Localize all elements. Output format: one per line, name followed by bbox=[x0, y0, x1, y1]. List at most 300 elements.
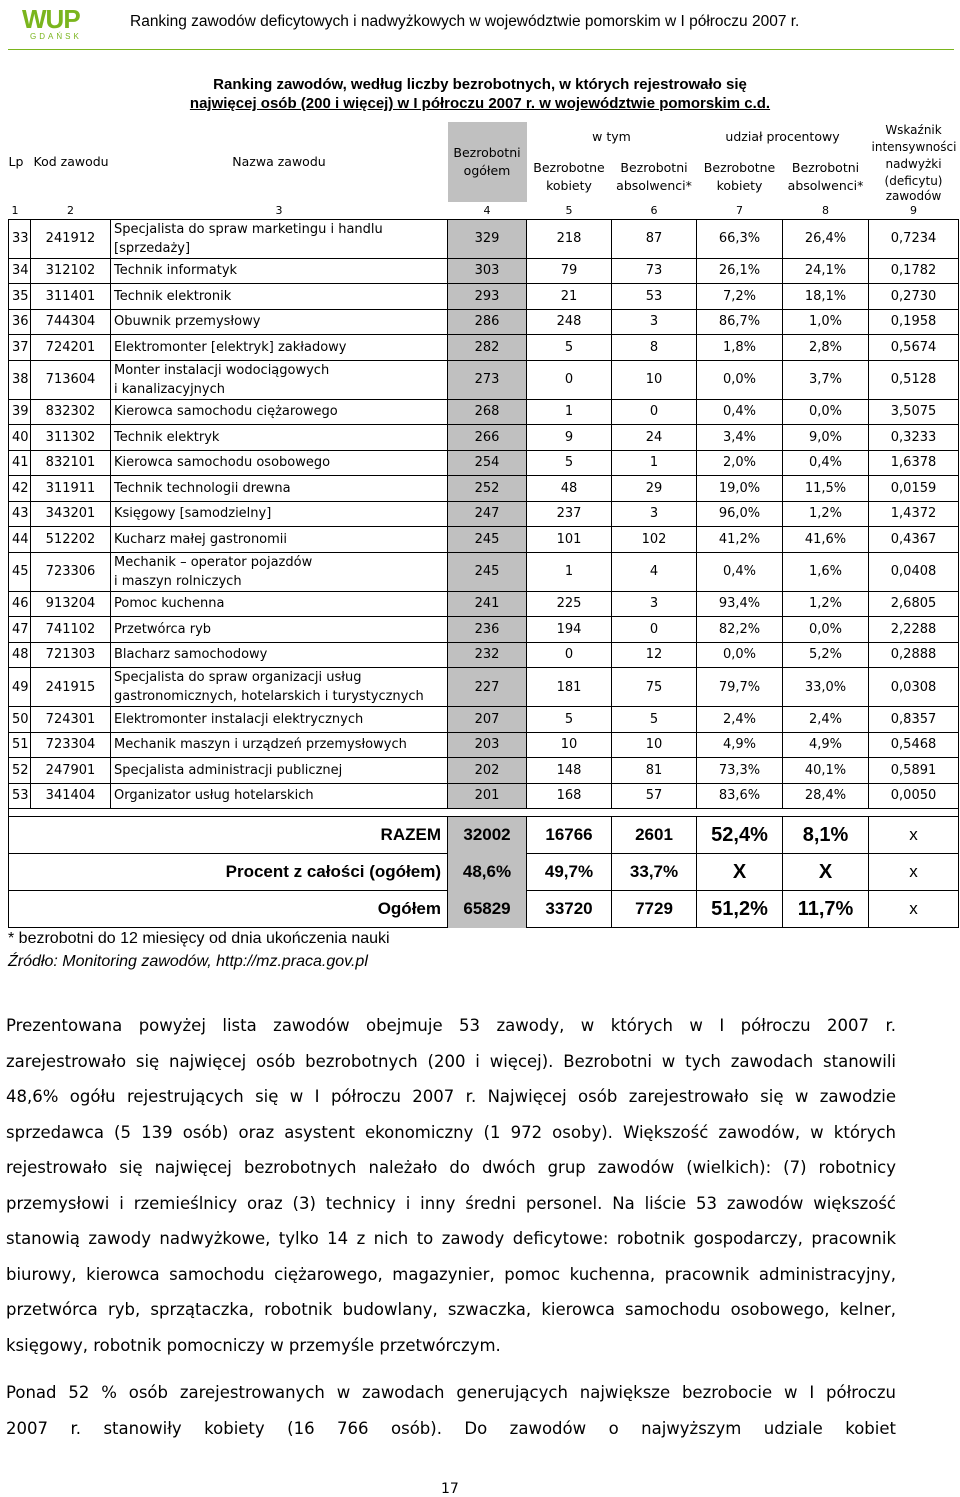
summary-ogolem: 48,6% bbox=[448, 854, 527, 891]
summary-kobiety: 16766 bbox=[527, 817, 612, 854]
table-row bbox=[9, 668, 959, 707]
page-number: 17 bbox=[441, 1481, 459, 1497]
cell-kod: 241915 bbox=[31, 668, 111, 707]
cell-kobiety: 194 bbox=[527, 617, 612, 643]
cell-lp: 41 bbox=[9, 450, 31, 476]
col-index: 2 bbox=[31, 202, 111, 219]
cell-ogolem: 247 bbox=[448, 501, 527, 527]
col-header-absolwenci bbox=[612, 152, 697, 202]
cell-udzial-absolwenci: 0,4% bbox=[783, 450, 869, 476]
udza-l2: absolwenci* bbox=[787, 178, 864, 193]
cell-kobiety: 5 bbox=[527, 450, 612, 476]
cell-udzial-kobiety: 4,9% bbox=[697, 732, 783, 758]
cell-udzial-kobiety: 66,3% bbox=[697, 219, 783, 258]
cell-kod: 723304 bbox=[31, 732, 111, 758]
paragraph-line: biurowy, kierowca samochodu ciężarowego, magazynier, pomoc kuchenna, pracownik administracyjny, bbox=[6, 1264, 896, 1284]
body-paragraph-1 bbox=[6, 1008, 896, 1363]
cell-lp: 39 bbox=[9, 399, 31, 425]
table-row bbox=[9, 335, 959, 361]
cell-kobiety: 148 bbox=[527, 758, 612, 784]
cell-absolwenci: 8 bbox=[612, 335, 697, 361]
col-index: 6 bbox=[612, 202, 697, 219]
wup-logo bbox=[22, 4, 95, 44]
col-header-nazwa: Nazwa zawodu bbox=[232, 154, 326, 169]
source-note: Źródło: Monitoring zawodów, http://mz.praca.gov.pl bbox=[8, 953, 368, 970]
col-header-ogolem-l2: ogółem bbox=[463, 163, 511, 178]
wsk-l1: Wskaźnik bbox=[885, 123, 942, 137]
cell-kod: 341404 bbox=[31, 783, 111, 809]
cell-absolwenci: 57 bbox=[612, 783, 697, 809]
cell-absolwenci: 29 bbox=[612, 476, 697, 502]
cell-nazwa-line: gastronomicznych, hotelarskich i turystycznych bbox=[114, 689, 424, 704]
col-header-udzial: udział procentowy bbox=[725, 129, 840, 144]
paragraph-line: Ponad 52 % osób zarejestrowanych w zawodach generujących największe bezrobocie w I półroczu bbox=[6, 1383, 896, 1402]
cell-lp: 50 bbox=[9, 707, 31, 733]
cell-kobiety: 101 bbox=[527, 527, 612, 553]
cell-absolwenci: 24 bbox=[612, 425, 697, 451]
cell-kobiety: 237 bbox=[527, 501, 612, 527]
cell-lp: 49 bbox=[9, 668, 31, 707]
cell-kod: 311302 bbox=[31, 425, 111, 451]
cell-kod: 741102 bbox=[31, 617, 111, 643]
header-divider bbox=[8, 49, 954, 50]
cell-udzial-kobiety: 26,1% bbox=[697, 258, 783, 284]
cell-wskaznik: 0,7234 bbox=[869, 219, 959, 258]
cell-wskaznik: 0,5891 bbox=[869, 758, 959, 784]
summary-wskaznik: x bbox=[869, 891, 959, 928]
cell-udzial-kobiety: 41,2% bbox=[697, 527, 783, 553]
table-title-line2: najwięcej osób (200 i więcej) w I półroczu 2007 r. w województwie pomorskim c.d. bbox=[189, 95, 771, 112]
kob-l2: kobiety bbox=[546, 178, 592, 193]
cell-absolwenci: 81 bbox=[612, 758, 697, 784]
cell-wskaznik: 0,5128 bbox=[869, 360, 959, 399]
cell-nazwa bbox=[111, 219, 448, 258]
cell-udzial-kobiety: 79,7% bbox=[697, 668, 783, 707]
cell-nazwa-line: Mechanik – operator pojazdów bbox=[114, 554, 313, 570]
wsk-l3: nadwyżki bbox=[885, 157, 942, 171]
cell-wskaznik: 0,3233 bbox=[869, 425, 959, 451]
cell-lp: 47 bbox=[9, 617, 31, 643]
cell-absolwenci: 53 bbox=[612, 284, 697, 310]
cell-nazwa: Obuwnik przemysłowy bbox=[111, 309, 448, 335]
cell-ogolem: 207 bbox=[448, 707, 527, 733]
cell-nazwa: Blacharz samochodowy bbox=[111, 642, 448, 668]
cell-kod: 241912 bbox=[31, 219, 111, 258]
cell-udzial-absolwenci: 9,0% bbox=[783, 425, 869, 451]
cell-lp: 43 bbox=[9, 501, 31, 527]
cell-kod: 724201 bbox=[31, 335, 111, 361]
col-header-ogolem bbox=[448, 122, 527, 202]
cell-wskaznik: 0,5674 bbox=[869, 335, 959, 361]
cell-absolwenci: 0 bbox=[612, 617, 697, 643]
cell-udzial-kobiety: 3,4% bbox=[697, 425, 783, 451]
cell-udzial-kobiety: 1,8% bbox=[697, 335, 783, 361]
cell-lp: 44 bbox=[9, 527, 31, 553]
cell-ogolem: 245 bbox=[448, 552, 527, 591]
cell-nazwa: Technik elektryk bbox=[111, 425, 448, 451]
cell-ogolem: 254 bbox=[448, 450, 527, 476]
cell-nazwa: Kucharz małej gastronomii bbox=[111, 527, 448, 553]
cell-kobiety: 10 bbox=[527, 732, 612, 758]
cell-absolwenci: 4 bbox=[612, 552, 697, 591]
paragraph-line: stanowią zawody nadwyżkowe, tylko 14 z nich to zawody deficytowe: robotnik gospodarczy, pracownik bbox=[6, 1229, 896, 1248]
column-index-row bbox=[9, 202, 959, 219]
summary-udzial-absolwenci: 8,1% bbox=[783, 817, 869, 854]
ranking-table bbox=[8, 122, 959, 928]
summary-label: RAZEM bbox=[9, 817, 448, 854]
cell-udzial-kobiety: 83,6% bbox=[697, 783, 783, 809]
summary-wskaznik: x bbox=[869, 817, 959, 854]
cell-wskaznik: 0,1958 bbox=[869, 309, 959, 335]
col-header-lp: Lp bbox=[8, 154, 24, 169]
cell-kobiety: 21 bbox=[527, 284, 612, 310]
col-header-wskaznik bbox=[869, 122, 959, 202]
cell-udzial-kobiety: 0,4% bbox=[697, 399, 783, 425]
cell-nazwa: Technik informatyk bbox=[111, 258, 448, 284]
paragraph-line: rejestrowało się najwięcej bezrobotnych należało do dwóch grup zawodów (wielkich): (7) robotnicy bbox=[6, 1158, 896, 1177]
cell-nazwa: Specjalista administracji publicznej bbox=[111, 758, 448, 784]
cell-kobiety: 48 bbox=[527, 476, 612, 502]
cell-ogolem: 203 bbox=[448, 732, 527, 758]
udza-l1: Bezrobotni bbox=[791, 160, 860, 175]
cell-udzial-kobiety: 93,4% bbox=[697, 591, 783, 617]
cell-udzial-absolwenci: 0,0% bbox=[783, 617, 869, 643]
table-row bbox=[9, 360, 959, 399]
paragraph-line: sprzedawca (5 139 osób) oraz asystent ekonomiczny (1 972 osoby). Większość zawodów, w których bbox=[6, 1122, 896, 1142]
cell-absolwenci: 87 bbox=[612, 219, 697, 258]
cell-udzial-absolwenci: 4,9% bbox=[783, 732, 869, 758]
cell-ogolem: 282 bbox=[448, 335, 527, 361]
table-row bbox=[9, 425, 959, 451]
cell-absolwenci: 12 bbox=[612, 642, 697, 668]
cell-absolwenci: 10 bbox=[612, 360, 697, 399]
col-header-udz-kobiety bbox=[697, 152, 783, 202]
cell-ogolem: 293 bbox=[448, 284, 527, 310]
col-index: 3 bbox=[111, 202, 448, 219]
cell-absolwenci: 10 bbox=[612, 732, 697, 758]
cell-nazwa-line: i maszyn rolniczych bbox=[114, 573, 242, 589]
cell-nazwa: Technik technologii drewna bbox=[111, 476, 448, 502]
cell-kod: 913204 bbox=[31, 591, 111, 617]
table-row bbox=[9, 450, 959, 476]
cell-kod: 311401 bbox=[31, 284, 111, 310]
cell-ogolem: 227 bbox=[448, 668, 527, 707]
wsk-l2: intensywności bbox=[871, 140, 957, 154]
cell-udzial-absolwenci: 1,2% bbox=[783, 591, 869, 617]
cell-ogolem: 286 bbox=[448, 309, 527, 335]
summary-kobiety: 33720 bbox=[527, 891, 612, 928]
cell-kod: 721303 bbox=[31, 642, 111, 668]
cell-udzial-absolwenci: 26,4% bbox=[783, 219, 869, 258]
cell-kod: 723306 bbox=[31, 552, 111, 591]
cell-lp: 36 bbox=[9, 309, 31, 335]
wsk-l5: zawodów bbox=[885, 189, 942, 202]
cell-ogolem: 303 bbox=[448, 258, 527, 284]
summary-udzial-absolwenci: 11,7% bbox=[783, 891, 869, 928]
col-index: 1 bbox=[9, 202, 31, 219]
cell-nazwa: Elektromonter instalacji elektrycznych bbox=[111, 707, 448, 733]
body-paragraph-2 bbox=[6, 1375, 896, 1446]
cell-kobiety: 0 bbox=[527, 360, 612, 399]
cell-nazwa-line: Monter instalacji wodociągowych bbox=[114, 362, 330, 378]
summary-label: Procent z całości (ogółem) bbox=[9, 854, 448, 891]
cell-wskaznik: 0,1782 bbox=[869, 258, 959, 284]
cell-udzial-absolwenci: 33,0% bbox=[783, 668, 869, 707]
summary-udzial-absolwenci: X bbox=[783, 854, 869, 891]
cell-udzial-kobiety: 0,0% bbox=[697, 360, 783, 399]
cell-ogolem: 266 bbox=[448, 425, 527, 451]
cell-ogolem: 202 bbox=[448, 758, 527, 784]
paragraph-line: Prezentowana powyżej lista zawodów obejmuje 53 zawody, w których w I półroczu 2007 r. bbox=[6, 1016, 896, 1035]
paragraph-line: 48,6% ogółu rejestrujących się w I półroczu 2007 r. Najwięcej osób zarejestrowało się w zawodzie bbox=[6, 1087, 896, 1106]
cell-udzial-kobiety: 2,0% bbox=[697, 450, 783, 476]
cell-udzial-absolwenci: 2,4% bbox=[783, 707, 869, 733]
summary-row bbox=[9, 854, 959, 891]
table-row bbox=[9, 284, 959, 310]
col-index: 8 bbox=[783, 202, 869, 219]
cell-lp: 34 bbox=[9, 258, 31, 284]
abs-l1: Bezrobotni bbox=[620, 160, 688, 175]
cell-ogolem: 232 bbox=[448, 642, 527, 668]
cell-kod: 312102 bbox=[31, 258, 111, 284]
table-row bbox=[9, 399, 959, 425]
summary-row bbox=[9, 817, 959, 854]
cell-absolwenci: 3 bbox=[612, 591, 697, 617]
cell-nazwa: Przetwórca ryb bbox=[111, 617, 448, 643]
wsk-l4: (deficytu) bbox=[884, 174, 943, 188]
table-summary bbox=[9, 809, 959, 928]
cell-lp: 37 bbox=[9, 335, 31, 361]
cell-udzial-kobiety: 73,3% bbox=[697, 758, 783, 784]
cell-lp: 53 bbox=[9, 783, 31, 809]
cell-lp: 52 bbox=[9, 758, 31, 784]
cell-ogolem: 252 bbox=[448, 476, 527, 502]
table-body bbox=[9, 219, 959, 809]
table-row bbox=[9, 707, 959, 733]
cell-absolwenci: 3 bbox=[612, 309, 697, 335]
paragraph-line: 2007 r. stanowiły kobiety (16 766 osób). Do zawodów o najwyższym udziale kobiet bbox=[6, 1418, 896, 1438]
summary-udzial-kobiety: 52,4% bbox=[697, 817, 783, 854]
cell-nazwa bbox=[111, 360, 448, 399]
cell-udzial-kobiety: 7,2% bbox=[697, 284, 783, 310]
cell-kod: 832302 bbox=[31, 399, 111, 425]
cell-wskaznik: 2,6805 bbox=[869, 591, 959, 617]
cell-kobiety: 9 bbox=[527, 425, 612, 451]
summary-spacer bbox=[9, 809, 959, 817]
cell-udzial-kobiety: 96,0% bbox=[697, 501, 783, 527]
cell-wskaznik: 0,2730 bbox=[869, 284, 959, 310]
summary-absolwenci: 2601 bbox=[612, 817, 697, 854]
cell-nazwa: Elektromonter [elektryk] zakładowy bbox=[111, 335, 448, 361]
cell-kod: 724301 bbox=[31, 707, 111, 733]
cell-lp: 46 bbox=[9, 591, 31, 617]
table-row bbox=[9, 501, 959, 527]
cell-kod: 512202 bbox=[31, 527, 111, 553]
cell-kod: 247901 bbox=[31, 758, 111, 784]
summary-ogolem: 32002 bbox=[448, 817, 527, 854]
cell-kobiety: 5 bbox=[527, 707, 612, 733]
cell-udzial-absolwenci: 1,2% bbox=[783, 501, 869, 527]
table-title-line1: Ranking zawodów, według liczby bezrobotnych, w których rejestrowało się bbox=[213, 76, 747, 93]
cell-wskaznik: 0,8357 bbox=[869, 707, 959, 733]
cell-nazwa: Pomoc kuchenna bbox=[111, 591, 448, 617]
table-row bbox=[9, 642, 959, 668]
cell-lp: 48 bbox=[9, 642, 31, 668]
cell-ogolem: 268 bbox=[448, 399, 527, 425]
cell-wskaznik: 1,6378 bbox=[869, 450, 959, 476]
summary-kobiety: 49,7% bbox=[527, 854, 612, 891]
col-index: 4 bbox=[448, 202, 527, 219]
cell-lp: 45 bbox=[9, 552, 31, 591]
cell-wskaznik: 3,5075 bbox=[869, 399, 959, 425]
paragraph-line: zarejestrowało się najwięcej osób bezrobotnych (200 i więcej). Bezrobotni w tych zawodach stanowili bbox=[6, 1051, 896, 1071]
paragraph-line: przemysłowi i rzemieślnicy oraz (3) technicy i inny średni personel. Na liście 53 zawodów większość bbox=[6, 1193, 896, 1213]
cell-ogolem: 245 bbox=[448, 527, 527, 553]
col-header-kod: Kod zawodu bbox=[33, 154, 109, 169]
summary-wskaznik: x bbox=[869, 854, 959, 891]
cell-kod: 343201 bbox=[31, 501, 111, 527]
cell-nazwa: Mechanik maszyn i urządzeń przemysłowych bbox=[111, 732, 448, 758]
cell-wskaznik: 2,2288 bbox=[869, 617, 959, 643]
cell-udzial-absolwenci: 2,8% bbox=[783, 335, 869, 361]
udzk-l2: kobiety bbox=[716, 178, 763, 193]
cell-udzial-absolwenci: 41,6% bbox=[783, 527, 869, 553]
cell-ogolem: 273 bbox=[448, 360, 527, 399]
cell-nazwa-line: [sprzedaży] bbox=[114, 240, 191, 256]
summary-row bbox=[9, 891, 959, 928]
cell-udzial-kobiety: 2,4% bbox=[697, 707, 783, 733]
logo-text: WUP bbox=[22, 4, 80, 34]
cell-wskaznik: 0,0408 bbox=[869, 552, 959, 591]
col-header-ogolem-l1: Bezrobotni bbox=[453, 145, 521, 160]
col-index: 9 bbox=[869, 202, 959, 219]
cell-lp: 33 bbox=[9, 219, 31, 258]
cell-nazwa bbox=[111, 552, 448, 591]
cell-udzial-absolwenci: 28,4% bbox=[783, 783, 869, 809]
table-row bbox=[9, 617, 959, 643]
cell-nazwa-line: Specjalista do spraw organizacji usług bbox=[114, 670, 362, 685]
cell-kod: 311911 bbox=[31, 476, 111, 502]
table-row bbox=[9, 783, 959, 809]
summary-udzial-kobiety: X bbox=[697, 854, 783, 891]
cell-kobiety: 1 bbox=[527, 552, 612, 591]
cell-kobiety: 218 bbox=[527, 219, 612, 258]
cell-udzial-kobiety: 82,2% bbox=[697, 617, 783, 643]
cell-wskaznik: 0,0050 bbox=[869, 783, 959, 809]
cell-nazwa: Organizator usług hotelarskich bbox=[111, 783, 448, 809]
cell-wskaznik: 0,0308 bbox=[869, 668, 959, 707]
table-row bbox=[9, 219, 959, 258]
spacer-cell bbox=[9, 809, 959, 817]
cell-udzial-kobiety: 19,0% bbox=[697, 476, 783, 502]
cell-kobiety: 168 bbox=[527, 783, 612, 809]
table-header-row bbox=[9, 122, 959, 152]
cell-udzial-absolwenci: 1,6% bbox=[783, 552, 869, 591]
cell-absolwenci: 0 bbox=[612, 399, 697, 425]
cell-wskaznik: 0,0159 bbox=[869, 476, 959, 502]
footnote: * bezrobotni do 12 miesięcy od dnia ukończenia nauki bbox=[8, 930, 390, 947]
cell-nazwa-line: Specjalista do spraw marketingu i handlu bbox=[114, 221, 383, 237]
cell-ogolem: 236 bbox=[448, 617, 527, 643]
table-row bbox=[9, 258, 959, 284]
table-row bbox=[9, 476, 959, 502]
cell-lp: 40 bbox=[9, 425, 31, 451]
cell-ogolem: 201 bbox=[448, 783, 527, 809]
cell-absolwenci: 1 bbox=[612, 450, 697, 476]
cell-udzial-absolwenci: 18,1% bbox=[783, 284, 869, 310]
paragraph-line: księgowy, robotnik pomocniczy w przemyśle przetwórczym. bbox=[6, 1335, 501, 1355]
cell-wskaznik: 1,4372 bbox=[869, 501, 959, 527]
table-row bbox=[9, 591, 959, 617]
cell-wskaznik: 0,2888 bbox=[869, 642, 959, 668]
cell-udzial-absolwenci: 11,5% bbox=[783, 476, 869, 502]
running-header: Ranking zawodów deficytowych i nadwyżkowych w województwie pomorskim w I półroczu 2007 r. bbox=[130, 13, 800, 30]
cell-udzial-absolwenci: 1,0% bbox=[783, 309, 869, 335]
table-row bbox=[9, 732, 959, 758]
cell-kobiety: 248 bbox=[527, 309, 612, 335]
kob-l1: Bezrobotne bbox=[533, 160, 605, 175]
cell-udzial-kobiety: 86,7% bbox=[697, 309, 783, 335]
col-index: 5 bbox=[527, 202, 612, 219]
cell-nazwa bbox=[111, 668, 448, 707]
cell-nazwa: Technik elektronik bbox=[111, 284, 448, 310]
abs-l2: absolwenci* bbox=[616, 178, 692, 193]
cell-udzial-absolwenci: 24,1% bbox=[783, 258, 869, 284]
cell-kod: 832101 bbox=[31, 450, 111, 476]
cell-kod: 713604 bbox=[31, 360, 111, 399]
cell-kobiety: 79 bbox=[527, 258, 612, 284]
cell-kobiety: 1 bbox=[527, 399, 612, 425]
cell-ogolem: 241 bbox=[448, 591, 527, 617]
cell-udzial-kobiety: 0,0% bbox=[697, 642, 783, 668]
cell-lp: 38 bbox=[9, 360, 31, 399]
cell-absolwenci: 3 bbox=[612, 501, 697, 527]
cell-absolwenci: 75 bbox=[612, 668, 697, 707]
cell-absolwenci: 102 bbox=[612, 527, 697, 553]
cell-kod: 744304 bbox=[31, 309, 111, 335]
cell-absolwenci: 73 bbox=[612, 258, 697, 284]
table-row bbox=[9, 527, 959, 553]
col-index: 7 bbox=[697, 202, 783, 219]
cell-absolwenci: 5 bbox=[612, 707, 697, 733]
table-row bbox=[9, 309, 959, 335]
cell-nazwa-line: i kanalizacyjnych bbox=[114, 381, 226, 397]
cell-kobiety: 0 bbox=[527, 642, 612, 668]
cell-ogolem: 329 bbox=[448, 219, 527, 258]
summary-absolwenci: 7729 bbox=[612, 891, 697, 928]
cell-wskaznik: 0,5468 bbox=[869, 732, 959, 758]
cell-kobiety: 181 bbox=[527, 668, 612, 707]
cell-wskaznik: 0,4367 bbox=[869, 527, 959, 553]
cell-nazwa: Kierowca samochodu osobowego bbox=[111, 450, 448, 476]
cell-udzial-absolwenci: 3,7% bbox=[783, 360, 869, 399]
cell-udzial-absolwenci: 0,0% bbox=[783, 399, 869, 425]
table-row bbox=[9, 758, 959, 784]
udzk-l1: Bezrobotne bbox=[703, 160, 776, 175]
summary-label: Ogółem bbox=[9, 891, 448, 928]
cell-nazwa: Księgowy [samodzielny] bbox=[111, 501, 448, 527]
summary-udzial-kobiety: 51,2% bbox=[697, 891, 783, 928]
cell-kobiety: 5 bbox=[527, 335, 612, 361]
cell-lp: 51 bbox=[9, 732, 31, 758]
cell-udzial-absolwenci: 40,1% bbox=[783, 758, 869, 784]
summary-absolwenci: 33,7% bbox=[612, 854, 697, 891]
cell-kobiety: 225 bbox=[527, 591, 612, 617]
paragraph-line: przetwórca ryb, sprzątaczka, robotnik budowlany, szwaczka, kierowca samochodu osobowego, kelner, bbox=[6, 1300, 896, 1319]
logo-subtext: GDAŃSK bbox=[30, 32, 82, 41]
summary-ogolem: 65829 bbox=[448, 891, 527, 928]
col-header-udz-absolwenci bbox=[783, 152, 869, 202]
